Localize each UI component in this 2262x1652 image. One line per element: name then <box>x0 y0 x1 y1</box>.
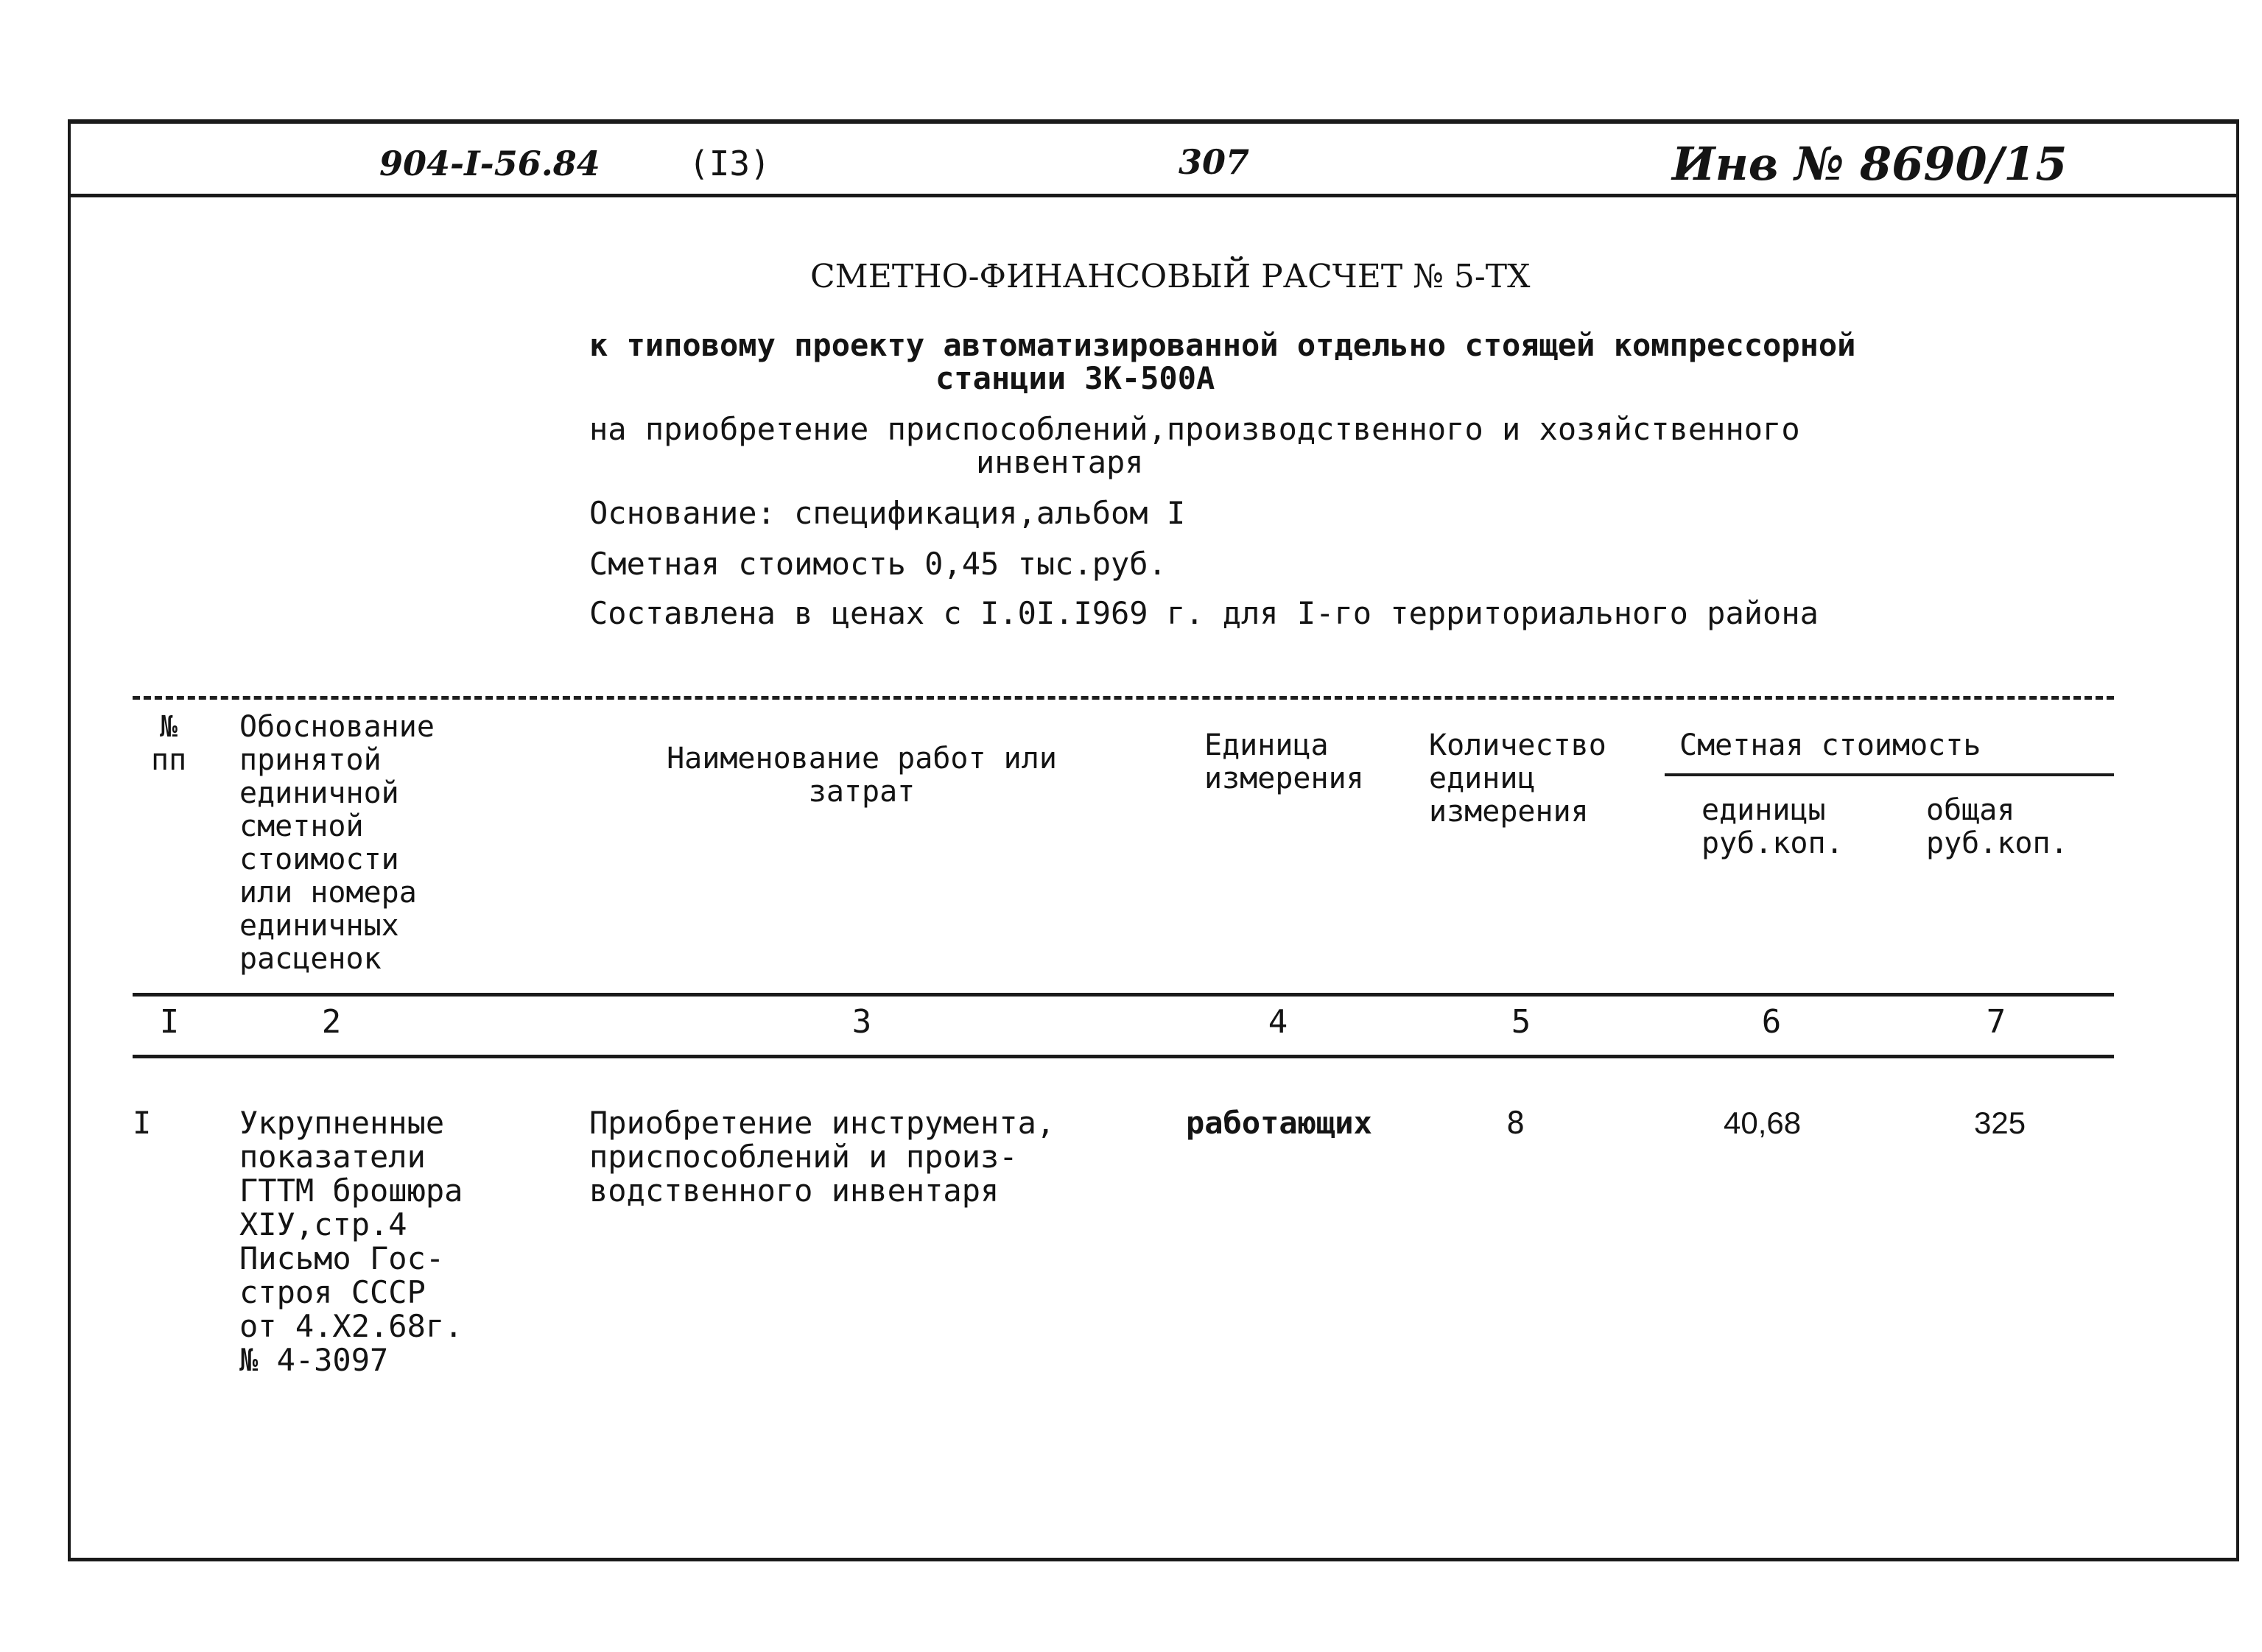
purpose-line2: инвентаря <box>976 444 1144 480</box>
basis-line: Основание: спецификация,альбом I <box>589 495 1186 531</box>
cost-group-divider <box>1665 773 2114 776</box>
header-cost-group: Сметная стоимость <box>1679 728 1981 762</box>
header-unit: Единица измерения <box>1204 728 1364 795</box>
column-number-1: I <box>159 1003 180 1041</box>
column-number-5: 5 <box>1511 1003 1531 1041</box>
subtitle-line2: станции ЗК-500А <box>935 360 1215 396</box>
row-number: I <box>133 1105 152 1141</box>
prices-line: Составлена в ценах с I.0I.I969 г. для I-го территориального района <box>589 595 1819 631</box>
header-number: № пп <box>151 710 187 777</box>
row-quantity: 8 <box>1506 1105 1525 1141</box>
column-numbers-top-rule <box>133 993 2114 997</box>
sheet-number: (I3) <box>689 144 770 183</box>
row-work-name: Приобретение инструмента, приспособлений и произ- водственного инвентаря <box>589 1105 1056 1209</box>
column-number-6: 6 <box>1761 1003 1782 1041</box>
header-quantity: Количество единиц измерения <box>1429 728 1606 829</box>
column-numbers-bottom-rule <box>133 1055 2114 1058</box>
header-divider <box>71 194 2236 197</box>
column-number-3: 3 <box>851 1003 872 1041</box>
column-number-7: 7 <box>1986 1003 2006 1041</box>
purpose-line1: на приобретение приспособлений,производственного и хозяйственного <box>589 411 1800 447</box>
row-unit: работающих <box>1186 1105 1372 1141</box>
doc-code: 904-I-56.84 <box>379 144 600 183</box>
subtitle-line1: к типовому проекту автоматизированной отдельно стоящей компрессорной <box>589 327 1856 363</box>
column-number-4: 4 <box>1268 1003 1288 1041</box>
header-basis: Обоснование принятой единичной сметной стоимости или номера единичных расценок <box>239 710 435 976</box>
table-top-rule <box>133 696 2114 700</box>
header-unit-cost: единицы руб.коп. <box>1701 793 1844 860</box>
header-work-name: Наименование работ или затрат <box>667 742 1057 809</box>
row-total-cost: 325 <box>1974 1106 2026 1140</box>
inventory-number: Инв № 8690/15 <box>1672 137 2068 191</box>
column-number-2: 2 <box>321 1003 342 1041</box>
cost-line: Сметная стоимость 0,45 тыс.руб. <box>589 546 1167 582</box>
row-unit-cost: 40,68 <box>1724 1106 1802 1140</box>
document-title: СМЕТНО-ФИНАНСОВЫЙ РАСЧЕТ № 5-ТХ <box>810 258 1531 295</box>
page-number: 307 <box>1179 142 1250 182</box>
row-basis: Укрупненные показатели ГТТМ брошюра XIУ,стр.4 Письмо Гос- строя СССР от 4.Х2.68г. № 4-3097 <box>239 1105 463 1378</box>
header-total-cost: общая руб.коп. <box>1926 793 2068 860</box>
